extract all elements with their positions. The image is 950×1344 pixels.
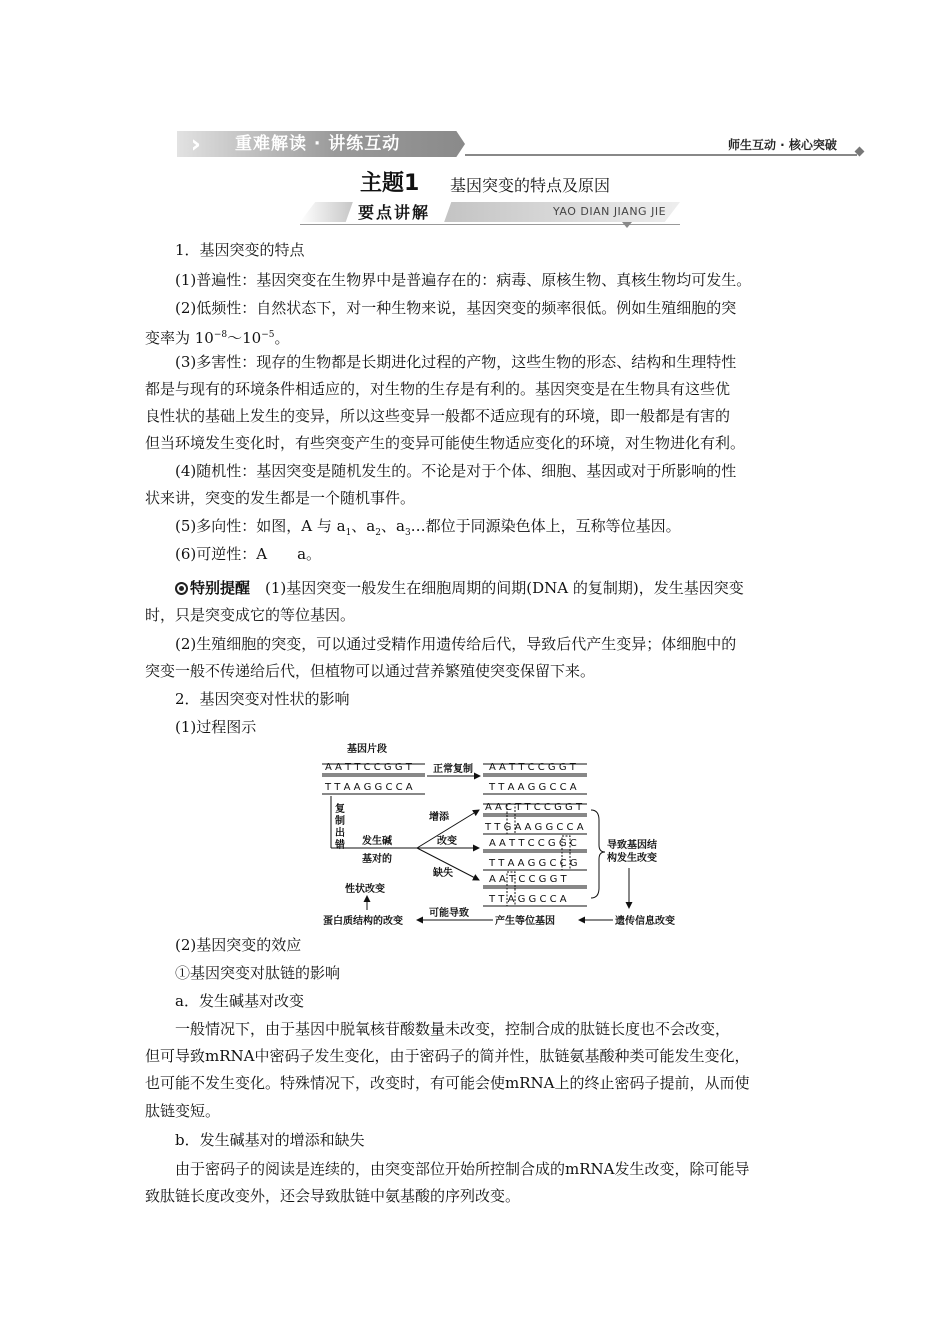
frequency-line: 变率为 $10^{-8}\sim 10^{-5}$。 <box>145 329 290 347</box>
seq-normal-top: A A T T C C G G T <box>489 762 576 773</box>
paragraph-line: (1)普遍性：基因突变在生物界中是普遍存在的：病毒、原核生物、真核生物均可发生。 <box>175 271 752 289</box>
heading-line: b．发生碱基对的增添和缺失 <box>175 1131 365 1149</box>
note-text: (1)基因突变一般发生在细胞周期的间期(DNA 的复制期)，发生基因突变 <box>265 579 744 597</box>
multidirection-line: (5)多向性：如图，A 与 $a_1$、$a_2$、$a_3\dots$都位于同源染色体上，互称等位基因。 <box>175 517 681 538</box>
may-cause-label: 可能导致 <box>429 908 469 919</box>
paragraph-line: 时，只是突变成它的等位基因。 <box>145 606 356 624</box>
base-pair-label-2: 基对的 <box>362 854 392 865</box>
error-char: 出 <box>335 828 345 839</box>
heading-line: a．发生碱基对改变 <box>175 992 304 1010</box>
paragraph-line: 一般情况下，由于基因中脱氧核苷酸数量未改变，控制合成的肽链长度也不会改变， <box>175 1020 731 1038</box>
paragraph-line: 状来讲，突变的发生都是一个随机事件。 <box>145 489 416 507</box>
heading-line: (1)过程图示 <box>175 718 257 736</box>
normal-replication-label: 正常复制 <box>433 764 473 775</box>
section-title: 重难解读 · 讲练互动 <box>235 134 401 154</box>
seq-loss-bottom: T T A G G C C A <box>489 894 567 905</box>
target-icon <box>175 582 188 595</box>
allele-label: 产生等位基因 <box>495 916 555 927</box>
add-label: 增添 <box>429 812 449 823</box>
note-label: 特别提醒 <box>190 579 251 597</box>
seq-loss-top: A A T C C G G T <box>489 874 567 885</box>
paragraph-line: (4)随机性：基因突变是随机发生的。不论是对于个体、细胞、基因或对于所影响的性 <box>175 462 737 480</box>
paragraph-line: 由于密码子的阅读是连续的，由突变部位开始所控制合成的mRNA发生改变，除可能导 <box>175 1160 750 1178</box>
key-points-title: 要点讲解 <box>358 203 431 222</box>
paragraph-line: 致肽链长度改变外，还会导致肽链中氨基酸的序列改变。 <box>145 1187 521 1205</box>
key-points-pinyin: YAO DIAN JIANG JIE <box>553 205 667 218</box>
paragraph-line: 肽链变短。 <box>145 1102 221 1120</box>
seq-bottom: T T A A G G C C A <box>325 782 413 793</box>
error-char: 错 <box>335 840 345 851</box>
protein-change-label: 蛋白质结构的改变 <box>323 916 403 927</box>
seq-add-bottom: T T G A A G G C C A <box>485 822 584 833</box>
seq-normal-bottom: T T A A G G C C A <box>489 782 577 793</box>
structure-change-label: 导致基因结 <box>607 840 657 851</box>
seq-change-bottom: T T A A G G C C G <box>489 858 578 869</box>
base-pair-label: 发生碱 <box>362 836 392 847</box>
error-char: 复 <box>335 804 345 815</box>
paragraph-line: (3)多害性：现存的生物都是长期进化过程的产物，这些生物的形态、结构和生理特性 <box>175 353 737 371</box>
paragraph-line: (6)可逆性：A a。 <box>175 545 322 563</box>
heading-line: (2)基因突变的效应 <box>175 936 302 954</box>
seq-change-top: A A T T C C G G C <box>489 838 577 849</box>
error-char: 制 <box>335 816 345 827</box>
structure-change-label-2: 构发生改变 <box>607 853 657 864</box>
seq-top: A A T T C C G G T <box>325 762 412 773</box>
mutation-process-diagram <box>317 740 687 930</box>
heading-line: 1．基因突变的特点 <box>175 241 305 259</box>
seq-add-top: A A C T T C C G G T <box>485 802 583 813</box>
genetic-info-change-label: 遗传信息改变 <box>615 916 675 927</box>
paragraph-line: 也可能不发生变化。特殊情况下，改变时，有可能会使mRNA上的终止密码子提前，从而使 <box>145 1074 750 1092</box>
paragraph-line: 突变一般不传递给后代，但植物可以通过营养繁殖使突变保留下来。 <box>145 662 596 680</box>
loss-label: 缺失 <box>433 868 453 879</box>
paragraph-line: (2)生殖细胞的突变，可以通过受精作用遗传给后代，导致后代产生变异；体细胞中的 <box>175 635 737 653</box>
paragraph-line: 良性状的基础上发生的变异，所以这些变异一般都不适应现有的环境，即一般都是有害的 <box>145 407 731 425</box>
section-right-label: 师生互动 · 核心突破 <box>728 138 837 152</box>
trait-change-label: 性状改变 <box>345 884 385 895</box>
topic-subtitle: 基因突变的特点及原因 <box>450 176 611 195</box>
paragraph-line: 都是与现有的环境条件相适应的，对生物的生存是有利的。基因突变是在生物具有这些优 <box>145 380 731 398</box>
change-label: 改变 <box>437 836 457 847</box>
paragraph-line: (2)低频性：自然状态下，对一种生物来说，基因突变的频率很低。例如生殖细胞的突 <box>175 299 737 317</box>
caret-down-icon <box>622 222 632 228</box>
paragraph-line: 但可导致mRNA中密码子发生变化，由于密码子的简并性，肽链氨基酸种类可能发生变化， <box>145 1047 750 1065</box>
heading-line: 2．基因突变对性状的影响 <box>175 690 350 708</box>
gene-fragment-label: 基因片段 <box>347 744 387 755</box>
header-divider <box>465 154 857 156</box>
note-line <box>145 578 815 598</box>
paragraph-line: 但当环境发生变化时，有些突变产生的变异可能使生物适应变化的环境，对生物进化有利。 <box>145 434 746 452</box>
topic-label: 主题1 <box>360 171 420 196</box>
heading-line: ①基因突变对肽链的影响 <box>175 964 341 982</box>
